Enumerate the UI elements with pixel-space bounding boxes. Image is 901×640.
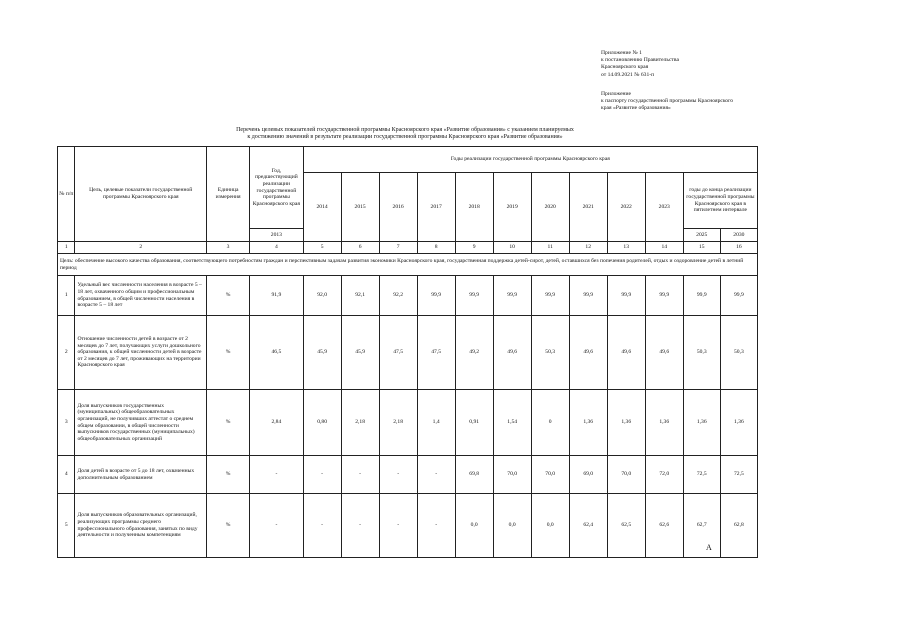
row-value: 69,8: [455, 456, 493, 494]
row-value: 99,9: [455, 276, 493, 316]
row-num: 3: [58, 390, 75, 456]
row-value: 70,0: [607, 456, 645, 494]
row-value: 62,8: [720, 494, 757, 558]
bottom-mark: А: [706, 543, 712, 552]
row-unit: %: [207, 494, 250, 558]
column-number: 2: [75, 242, 207, 254]
row-value: 99,9: [493, 276, 531, 316]
header-unit: Единица измерения: [207, 147, 250, 242]
row-value: 1,36: [720, 390, 757, 456]
row-value: 49,6: [493, 316, 531, 390]
row-value: 99,9: [720, 276, 757, 316]
row-name: Доля выпускников государственных (муниципальных) общеобразовательных организаций, не получивших аттестат о среднем общем образовании, в общей численности выпускников государственных (муниципальных) общеобразовательных организаций: [75, 390, 207, 456]
row-num: 4: [58, 456, 75, 494]
column-number: 12: [569, 242, 607, 254]
column-number: 16: [720, 242, 757, 254]
appendix-1-line: Приложение № 1: [601, 50, 642, 56]
column-number: 7: [379, 242, 417, 254]
appendix-2-line: к паспорту государственной программы Красноярского: [601, 98, 734, 105]
table-row: [58, 494, 758, 558]
row-value: -: [417, 456, 455, 494]
row-value: 92,2: [379, 276, 417, 316]
row-value: 1,54: [493, 390, 531, 456]
row-value: 46,5: [250, 316, 303, 390]
row-value: 2,84: [250, 390, 303, 456]
row-value: -: [417, 494, 455, 558]
row-value: 99,9: [645, 276, 683, 316]
row-value: -: [341, 456, 379, 494]
column-number: 3: [207, 242, 250, 254]
column-number: 4: [250, 242, 303, 254]
row-value: -: [303, 494, 341, 558]
row-value: 47,5: [417, 316, 455, 390]
header-year: 2017: [417, 173, 455, 242]
row-value: -: [341, 494, 379, 558]
header-end-year: 2025: [683, 229, 720, 242]
appendix-1-block: [601, 50, 679, 79]
header-year: 2014: [303, 173, 341, 242]
column-number: 10: [493, 242, 531, 254]
row-value: 62,4: [569, 494, 607, 558]
row-name: Доля детей в возрасте от 5 до 18 лет, охваченных дополнительным образованием: [75, 456, 207, 494]
row-value: 72,5: [683, 456, 720, 494]
table-row: [58, 390, 758, 456]
row-value: 49,6: [607, 316, 645, 390]
row-value: 70,0: [531, 456, 569, 494]
header-end-year: 2030: [720, 229, 757, 242]
table-row: [58, 316, 758, 390]
header-year: 2023: [645, 173, 683, 242]
row-value: 99,9: [569, 276, 607, 316]
row-value: 47,5: [379, 316, 417, 390]
header-year: 2016: [379, 173, 417, 242]
row-value: 1,36: [569, 390, 607, 456]
row-value: 99,9: [417, 276, 455, 316]
row-value: 0,0: [531, 494, 569, 558]
row-unit: %: [207, 316, 250, 390]
header-name: Цель, целевые показатели государственной программы Красноярского края: [75, 147, 207, 242]
appendix-1-line: к постановлению Правительства: [601, 57, 679, 64]
row-num: 1: [58, 276, 75, 316]
row-num: 2: [58, 316, 75, 390]
column-number: 13: [607, 242, 645, 254]
header-row-1: [58, 147, 758, 173]
row-value: 50,3: [683, 316, 720, 390]
row-value: 72,5: [720, 456, 757, 494]
header-years-group: Годы реализации государственной программы Красноярского края: [303, 147, 757, 173]
header-year: 2018: [455, 173, 493, 242]
row-value: 2,18: [379, 390, 417, 456]
header-end-group: годы до конца реализации государственной программы Красноярского края в пятилетнем интервале: [683, 173, 757, 229]
row-unit: %: [207, 390, 250, 456]
row-value: 62,7: [683, 494, 720, 558]
row-value: 45,9: [303, 316, 341, 390]
document-title-line-1: Перечень целевых показателей государственной программы Красноярского края «Развитие образования» с указанием планируемых: [236, 127, 574, 133]
appendix-2-line: края «Развитие образования»: [601, 105, 671, 112]
row-value: 0,80: [303, 390, 341, 456]
row-value: 49,6: [645, 316, 683, 390]
goal-text: Цель: обеспечение высокого качества образования, соответствующего потребностям граждан и перспективным задачам развития экономики Красноярского края, государственная поддержка детей-сирот, детей, оставшихся без попечения родителей, отдых и оздоровление детей в летний период: [58, 254, 758, 276]
row-value: -: [379, 494, 417, 558]
column-number: 6: [341, 242, 379, 254]
column-number: 15: [683, 242, 720, 254]
document-title: [180, 127, 630, 142]
row-value: -: [379, 456, 417, 494]
column-number: 8: [417, 242, 455, 254]
row-name: Отношение численности детей в возрасте от 2 месяцев до 7 лет, получающих услуги дошкольного образования, к общей численности детей в возрасте от 2 месяцев до 7 лет, проживающих на территории Красноярского края: [75, 316, 207, 390]
indicators-table: [57, 146, 758, 558]
column-number: 14: [645, 242, 683, 254]
row-value: 70,0: [493, 456, 531, 494]
row-value: 72,0: [645, 456, 683, 494]
row-value: -: [250, 456, 303, 494]
row-value: 1,4: [417, 390, 455, 456]
header-prev-year-value: 2013: [250, 229, 303, 242]
appendix-2-line: Приложение: [601, 91, 632, 97]
row-value: 50,3: [720, 316, 757, 390]
row-value: 1,36: [645, 390, 683, 456]
row-value: 49,6: [569, 316, 607, 390]
row-unit: %: [207, 456, 250, 494]
column-number: 9: [455, 242, 493, 254]
row-value: 1,36: [683, 390, 720, 456]
header-num: № п/п: [58, 147, 75, 242]
row-value: -: [250, 494, 303, 558]
table-row: [58, 276, 758, 316]
row-value: 99,9: [531, 276, 569, 316]
column-number-row: [58, 242, 758, 254]
column-number: 1: [58, 242, 75, 254]
header-prev-year: Год, предшествующий реализации государственной программы Красноярского края: [250, 147, 303, 229]
row-value: 99,9: [683, 276, 720, 316]
header-year: 2022: [607, 173, 645, 242]
row-value: 69,0: [569, 456, 607, 494]
row-value: 92,0: [303, 276, 341, 316]
row-value: 0: [531, 390, 569, 456]
appendix-1-line: Красноярского края: [601, 64, 649, 71]
row-name: Удельный вес численности населения в возрасте 5 – 18 лет, охваченного общим и профессиональным образованием, в общей численности населения в возрасте 5 – 18 лет: [75, 276, 207, 316]
row-value: 62,5: [607, 494, 645, 558]
header-year: 2015: [341, 173, 379, 242]
column-number: 5: [303, 242, 341, 254]
row-unit: %: [207, 276, 250, 316]
goal-row: [58, 254, 758, 276]
row-value: 91,9: [250, 276, 303, 316]
row-value: 45,9: [341, 316, 379, 390]
header-year: 2019: [493, 173, 531, 242]
appendix-2-block: [601, 91, 733, 113]
header-year: 2020: [531, 173, 569, 242]
header-year: 2021: [569, 173, 607, 242]
row-value: 50,3: [531, 316, 569, 390]
row-value: 1,36: [607, 390, 645, 456]
table-row: [58, 456, 758, 494]
row-value: 92,1: [341, 276, 379, 316]
row-value: 0,0: [493, 494, 531, 558]
row-value: 62,6: [645, 494, 683, 558]
row-name: Доля выпускников образовательных организаций, реализующих программы среднего профессионального образования, занятых по виду деятельности и полученным компетенциям: [75, 494, 207, 558]
row-value: 49,2: [455, 316, 493, 390]
row-value: 0,0: [455, 494, 493, 558]
row-value: -: [303, 456, 341, 494]
row-value: 0,91: [455, 390, 493, 456]
row-value: 2,18: [341, 390, 379, 456]
column-number: 11: [531, 242, 569, 254]
row-num: 5: [58, 494, 75, 558]
document-title-line-2: к достижению значений в результате реализации государственной программы Красноярского края «Развитие образования»: [247, 134, 563, 141]
row-value: 99,9: [607, 276, 645, 316]
appendix-1-line: от 14.09.2021 № 631-п: [601, 71, 655, 78]
